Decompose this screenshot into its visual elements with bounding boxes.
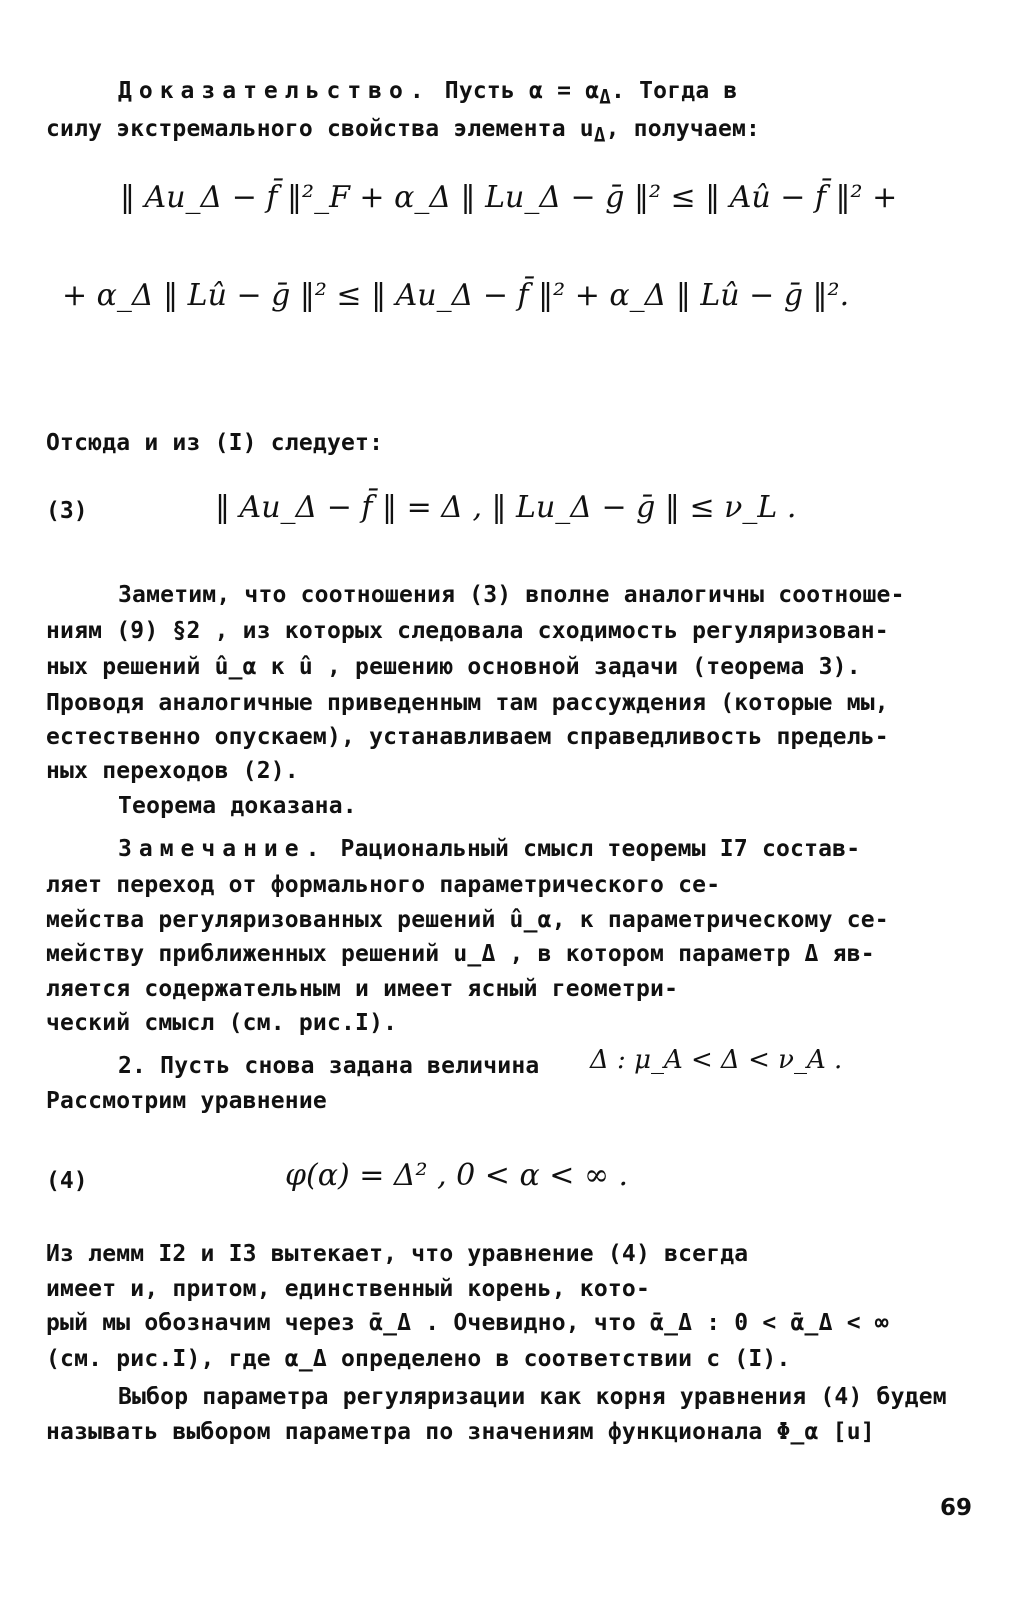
proof-line-2: [46, 112, 981, 153]
paragraph-4-line-2: называть выбором параметра по значениям функционала Φ_α [u]: [46, 1419, 875, 1445]
remark-line-5: ляется содержательным и имеет ясный геометри-: [46, 976, 679, 1002]
paragraph-3-line-1: Из лемм I2 и I3 вытекает, что уравнение (4) всегда: [46, 1241, 749, 1267]
equation-3-number: (3): [46, 498, 88, 524]
remark-line-6: ческий смысл (см. рис.I).: [46, 1010, 398, 1036]
remark-first: Рациональный смысл теоремы I7 состав-: [326, 836, 861, 862]
page-number: 69: [940, 1495, 973, 1521]
theorem-proved: Теорема доказана.: [118, 793, 357, 819]
proof-line-1-rest: Пусть α = α: [430, 78, 600, 104]
remark-line-2: ляет переход от формального параметрического се-: [46, 872, 721, 898]
paragraph-3-line-2: имеет и, притом, единственный корень, кото-: [46, 1276, 651, 1302]
paragraph-2-line-2: Рассмотрим уравнение: [46, 1088, 327, 1114]
proof-line-1: [118, 74, 1023, 115]
paragraph-1-line-6: ных переходов (2).: [46, 758, 299, 784]
paragraph-2-formula: Δ : μ_A < Δ < ν_A .: [590, 1045, 843, 1075]
paragraph-1-line-4: Проводя аналогичные приведенным там рассуждения (которые мы,: [46, 690, 889, 716]
proof-line-2-text: силу экстремального свойства элемента u: [46, 116, 594, 142]
proof-line-1-end: . Тогда в: [611, 78, 738, 104]
remark-line-1: [118, 832, 1023, 866]
proof-word: Доказательство.: [118, 78, 431, 104]
paragraph-1-line-5: естественно опускаем), устанавливаем справедливость предель-: [46, 724, 889, 750]
remark-line-4: мейству приближенных решений u_Δ , в котором параметр Δ яв-: [46, 941, 875, 967]
paragraph-4-line-1: Выбор параметра регуляризации как корня уравнения (4) будем: [118, 1384, 947, 1410]
paragraph-1-line-2: ниям (9) §2 , из которых следовала сходимость регуляризован-: [46, 618, 889, 644]
paragraph-2-line-1: 2. Пусть снова задана величина: [118, 1053, 540, 1079]
proof-line-1-sub: Δ: [599, 85, 612, 109]
remark-line-3: мейства регуляризованных решений û_α, к параметрическому се-: [46, 907, 889, 933]
proof-line-2-end: , получаем:: [605, 116, 761, 142]
hence-line: Отсюда и из (I) следует:: [46, 430, 384, 456]
equation-4: φ(α) = Δ² , 0 < α < ∞ .: [285, 1158, 629, 1193]
formula-1-row-2: + α_Δ ‖ Lû − ḡ ‖² ≤ ‖ Au_Δ − f̄ ‖² + α_Δ ‖ Lû − ḡ ‖².: [62, 278, 850, 313]
proof-line-2-sub: Δ: [593, 123, 606, 147]
remark-word: Замечание.: [118, 836, 327, 862]
formula-1-row-1: ‖ Au_Δ − f̄ ‖²_F + α_Δ ‖ Lu_Δ − ḡ ‖² ≤ ‖ Aû − f̄ ‖² +: [120, 180, 898, 215]
equation-4-number: (4): [46, 1168, 88, 1194]
paragraph-1-line-3: ных решений û_α к û , решению основной задачи (теорема 3).: [46, 654, 861, 680]
paragraph-1-line-1: Заметим, что соотношения (3) вполне аналогичны соотноше-: [118, 582, 905, 608]
paragraph-3-line-3: рый мы обозначим через ᾱ_Δ . Очевидно, что ᾱ_Δ : 0 < ᾱ_Δ < ∞: [46, 1310, 889, 1336]
paragraph-3-line-4: (см. рис.I), где α_Δ определено в соответствии с (I).: [46, 1346, 791, 1372]
equation-3: ‖ Au_Δ − f̄ ‖ = Δ , ‖ Lu_Δ − ḡ ‖ ≤ ν_L .: [215, 490, 797, 525]
